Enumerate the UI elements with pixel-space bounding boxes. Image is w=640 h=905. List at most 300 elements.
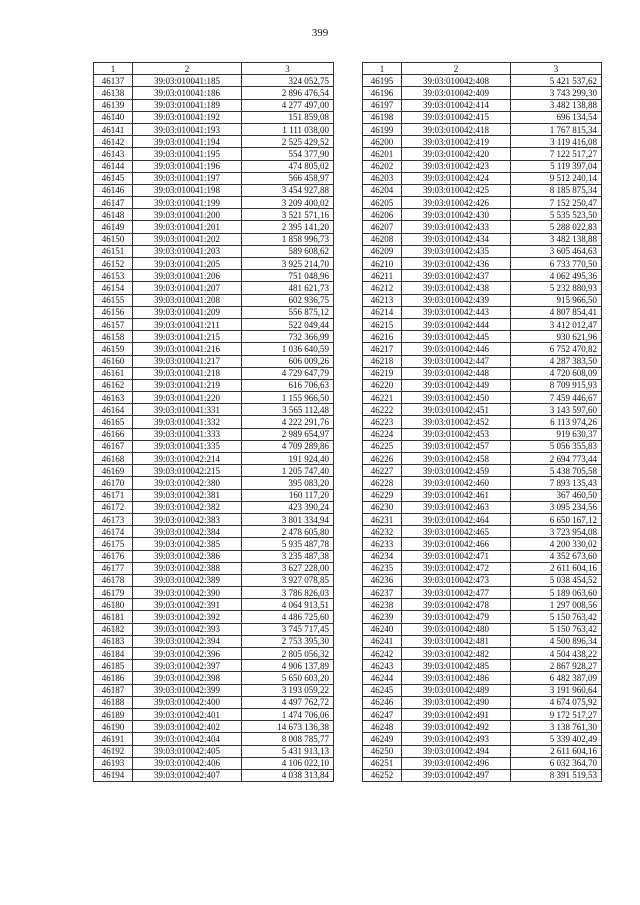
- row-number-cell: 46227: [363, 465, 402, 477]
- value-cell: 3 482 138,88: [511, 99, 602, 111]
- value-cell: 2 896 476,54: [242, 87, 334, 99]
- row-number-cell: 46166: [94, 428, 133, 440]
- value-cell: 606 009,26: [242, 355, 334, 367]
- data-table-left: [93, 62, 334, 782]
- value-cell: 3 138 761,30: [511, 721, 602, 733]
- cadastral-number-cell: 39:03:010041:218: [133, 367, 242, 379]
- table-row: [363, 270, 602, 282]
- row-number-cell: 46162: [94, 379, 133, 391]
- table-row: [94, 392, 334, 404]
- cadastral-number-cell: 39:03:010041:195: [133, 148, 242, 160]
- row-number-cell: 46177: [94, 562, 133, 574]
- table-row: [94, 111, 334, 123]
- table-row: [94, 75, 334, 87]
- header-cell: 2: [133, 63, 242, 75]
- table-row: [363, 623, 602, 635]
- cadastral-number-cell: 39:03:010042:424: [402, 172, 511, 184]
- table-row: [94, 245, 334, 257]
- value-cell: 554 377,90: [242, 148, 334, 160]
- table-row: [363, 294, 602, 306]
- row-number-cell: 46156: [94, 306, 133, 318]
- value-cell: 2 989 654,97: [242, 428, 334, 440]
- cadastral-number-cell: 39:03:010041:198: [133, 184, 242, 196]
- value-cell: 4 906 137,89: [242, 660, 334, 672]
- row-number-cell: 46191: [94, 733, 133, 745]
- row-number-cell: 46196: [363, 87, 402, 99]
- cadastral-number-cell: 39:03:010042:480: [402, 623, 511, 635]
- cadastral-number-cell: 39:03:010041:201: [133, 221, 242, 233]
- row-number-cell: 46202: [363, 160, 402, 172]
- row-number-cell: 46226: [363, 453, 402, 465]
- cadastral-number-cell: 39:03:010042:457: [402, 440, 511, 452]
- cadastral-number-cell: 39:03:010041:219: [133, 379, 242, 391]
- cadastral-number-cell: 39:03:010042:414: [402, 99, 511, 111]
- cadastral-number-cell: 39:03:010042:458: [402, 453, 511, 465]
- row-number-cell: 46141: [94, 123, 133, 135]
- row-number-cell: 46151: [94, 245, 133, 257]
- row-number-cell: 46188: [94, 696, 133, 708]
- table-row: [94, 599, 334, 611]
- table-row: [94, 343, 334, 355]
- row-number-cell: 46155: [94, 294, 133, 306]
- value-cell: 1 205 747,40: [242, 465, 334, 477]
- row-number-cell: 46159: [94, 343, 133, 355]
- value-cell: 3 143 597,60: [511, 404, 602, 416]
- cadastral-number-cell: 39:03:010042:385: [133, 538, 242, 550]
- row-number-cell: 46140: [94, 111, 133, 123]
- value-cell: 4 277 497,00: [242, 99, 334, 111]
- cadastral-number-cell: 39:03:010042:391: [133, 599, 242, 611]
- value-cell: 6 733 770,50: [511, 258, 602, 270]
- row-number-cell: 46236: [363, 574, 402, 586]
- value-cell: 751 048,96: [242, 270, 334, 282]
- cadastral-number-cell: 39:03:010042:450: [402, 392, 511, 404]
- cadastral-number-cell: 39:03:010042:393: [133, 623, 242, 635]
- value-cell: 3 605 464,63: [511, 245, 602, 257]
- row-number-cell: 46150: [94, 233, 133, 245]
- cadastral-number-cell: 39:03:010041:189: [133, 99, 242, 111]
- row-number-cell: 46209: [363, 245, 402, 257]
- value-cell: 423 390,24: [242, 501, 334, 513]
- cadastral-number-cell: 39:03:010042:494: [402, 745, 511, 757]
- table-row: [363, 501, 602, 513]
- row-number-cell: 46157: [94, 318, 133, 330]
- table-row: [94, 757, 334, 769]
- row-number-cell: 46204: [363, 184, 402, 196]
- table-row: [94, 294, 334, 306]
- header-cell: 1: [94, 63, 133, 75]
- table-row: [94, 318, 334, 330]
- cadastral-number-cell: 39:03:010042:463: [402, 501, 511, 513]
- cadastral-number-cell: 39:03:010042:453: [402, 428, 511, 440]
- value-cell: 3 119 416,08: [511, 136, 602, 148]
- value-cell: 1 297 008,56: [511, 599, 602, 611]
- cadastral-number-cell: 39:03:010041:205: [133, 258, 242, 270]
- table-row: [94, 184, 334, 196]
- cadastral-number-cell: 39:03:010042:406: [133, 757, 242, 769]
- table-row: [94, 148, 334, 160]
- table-row: [363, 477, 602, 489]
- value-cell: 522 049,44: [242, 318, 334, 330]
- value-cell: 2 694 773,44: [511, 453, 602, 465]
- table-row: [94, 440, 334, 452]
- cadastral-number-cell: 39:03:010041:185: [133, 75, 242, 87]
- table-row: [94, 721, 334, 733]
- table-row: [363, 355, 602, 367]
- value-cell: 4 062 495,36: [511, 270, 602, 282]
- value-cell: 8 008 785,77: [242, 733, 334, 745]
- cadastral-number-cell: 39:03:010042:449: [402, 379, 511, 391]
- value-cell: 3 193 059,22: [242, 684, 334, 696]
- table-row: [363, 245, 602, 257]
- row-number-cell: 46203: [363, 172, 402, 184]
- table-row: [363, 733, 602, 745]
- value-cell: 3 743 299,30: [511, 87, 602, 99]
- value-cell: 6 752 470,82: [511, 343, 602, 355]
- value-cell: 474 805,02: [242, 160, 334, 172]
- row-number-cell: 46211: [363, 270, 402, 282]
- table-row: [94, 233, 334, 245]
- table-row: [94, 538, 334, 550]
- table-row: [363, 465, 602, 477]
- table-row: [94, 465, 334, 477]
- cadastral-number-cell: 39:03:010042:409: [402, 87, 511, 99]
- cadastral-number-cell: 39:03:010042:447: [402, 355, 511, 367]
- cadastral-number-cell: 39:03:010041:217: [133, 355, 242, 367]
- cadastral-number-cell: 39:03:010041:207: [133, 282, 242, 294]
- cadastral-number-cell: 39:03:010042:381: [133, 489, 242, 501]
- table-row: [363, 282, 602, 294]
- table-row: [363, 721, 602, 733]
- cadastral-number-cell: 39:03:010042:482: [402, 648, 511, 660]
- table-row: [363, 684, 602, 696]
- row-number-cell: 46220: [363, 379, 402, 391]
- row-number-cell: 46148: [94, 209, 133, 221]
- table-row: [94, 501, 334, 513]
- table-row: [363, 440, 602, 452]
- value-cell: 5 650 603,20: [242, 672, 334, 684]
- row-number-cell: 46212: [363, 282, 402, 294]
- row-number-cell: 46247: [363, 708, 402, 720]
- value-cell: 4 500 896,34: [511, 635, 602, 647]
- value-cell: 4 674 075,92: [511, 696, 602, 708]
- value-cell: 915 966,50: [511, 294, 602, 306]
- cadastral-number-cell: 39:03:010042:384: [133, 526, 242, 538]
- row-number-cell: 46153: [94, 270, 133, 282]
- cadastral-number-cell: 39:03:010042:418: [402, 123, 511, 135]
- row-number-cell: 46152: [94, 258, 133, 270]
- header-cell: 2: [402, 63, 511, 75]
- table-row: [363, 757, 602, 769]
- row-number-cell: 46137: [94, 75, 133, 87]
- value-cell: 5 288 022,83: [511, 221, 602, 233]
- cadastral-number-cell: 39:03:010042:492: [402, 721, 511, 733]
- cadastral-number-cell: 39:03:010042:490: [402, 696, 511, 708]
- table-row: [94, 587, 334, 599]
- value-cell: 5 038 454,52: [511, 574, 602, 586]
- row-number-cell: 46218: [363, 355, 402, 367]
- table-row: [94, 562, 334, 574]
- table-row: [94, 416, 334, 428]
- value-cell: 4 106 022,10: [242, 757, 334, 769]
- row-number-cell: 46219: [363, 367, 402, 379]
- row-number-cell: 46198: [363, 111, 402, 123]
- header-cell: 1: [363, 63, 402, 75]
- value-cell: 3 723 954,08: [511, 526, 602, 538]
- row-number-cell: 46171: [94, 489, 133, 501]
- row-number-cell: 46248: [363, 721, 402, 733]
- table-row: [363, 221, 602, 233]
- value-cell: 3 482 138,88: [511, 233, 602, 245]
- cadastral-number-cell: 39:03:010041:331: [133, 404, 242, 416]
- value-cell: 602 936,75: [242, 294, 334, 306]
- cadastral-number-cell: 39:03:010042:459: [402, 465, 511, 477]
- cadastral-number-cell: 39:03:010041:208: [133, 294, 242, 306]
- value-cell: 4 504 438,22: [511, 648, 602, 660]
- row-number-cell: 46234: [363, 550, 402, 562]
- value-cell: 4 486 725,60: [242, 611, 334, 623]
- value-cell: 3 191 960,64: [511, 684, 602, 696]
- table-row: [363, 599, 602, 611]
- cadastral-number-cell: 39:03:010041:335: [133, 440, 242, 452]
- row-number-cell: 46237: [363, 587, 402, 599]
- value-cell: 3 925 214,70: [242, 258, 334, 270]
- row-number-cell: 46165: [94, 416, 133, 428]
- cadastral-number-cell: 39:03:010041:211: [133, 318, 242, 330]
- row-number-cell: 46195: [363, 75, 402, 87]
- value-cell: 2 395 141,20: [242, 221, 334, 233]
- table-row: [363, 769, 602, 781]
- table-row: [94, 477, 334, 489]
- cadastral-number-cell: 39:03:010042:423: [402, 160, 511, 172]
- cadastral-number-cell: 39:03:010042:452: [402, 416, 511, 428]
- value-cell: 4 222 291,76: [242, 416, 334, 428]
- value-cell: 2 478 605,80: [242, 526, 334, 538]
- table-row: [363, 75, 602, 87]
- row-number-cell: 46180: [94, 599, 133, 611]
- table-row: [94, 550, 334, 562]
- table-row: [94, 136, 334, 148]
- row-number-cell: 46160: [94, 355, 133, 367]
- row-number-cell: 46192: [94, 745, 133, 757]
- row-number-cell: 46144: [94, 160, 133, 172]
- cadastral-number-cell: 39:03:010042:426: [402, 197, 511, 209]
- cadastral-number-cell: 39:03:010042:444: [402, 318, 511, 330]
- value-cell: 1 767 815,34: [511, 123, 602, 135]
- table-row: [363, 172, 602, 184]
- row-number-cell: 46231: [363, 513, 402, 525]
- table-row: [363, 306, 602, 318]
- value-cell: 3 786 826,03: [242, 587, 334, 599]
- value-cell: 5 232 880,93: [511, 282, 602, 294]
- value-cell: 1 036 640,59: [242, 343, 334, 355]
- table-row: [363, 258, 602, 270]
- cadastral-number-cell: 39:03:010041:199: [133, 197, 242, 209]
- row-number-cell: 46175: [94, 538, 133, 550]
- value-cell: 3 627 228,00: [242, 562, 334, 574]
- row-number-cell: 46142: [94, 136, 133, 148]
- table-row: [94, 282, 334, 294]
- cadastral-number-cell: 39:03:010042:471: [402, 550, 511, 562]
- table-body: [94, 63, 334, 782]
- value-cell: 5 056 355,83: [511, 440, 602, 452]
- table-row: [94, 635, 334, 647]
- table-row: [363, 184, 602, 196]
- table-row: [94, 379, 334, 391]
- table-row: [94, 258, 334, 270]
- cadastral-number-cell: 39:03:010042:405: [133, 745, 242, 757]
- row-number-cell: 46158: [94, 331, 133, 343]
- table-row: [94, 172, 334, 184]
- row-number-cell: 46187: [94, 684, 133, 696]
- table-row: [94, 87, 334, 99]
- cadastral-number-cell: 39:03:010042:394: [133, 635, 242, 647]
- cadastral-number-cell: 39:03:010042:496: [402, 757, 511, 769]
- table-row: [94, 331, 334, 343]
- cadastral-number-cell: 39:03:010042:436: [402, 258, 511, 270]
- table-row: [363, 331, 602, 343]
- cadastral-number-cell: 39:03:010042:439: [402, 294, 511, 306]
- cadastral-number-cell: 39:03:010042:430: [402, 209, 511, 221]
- table-row: [363, 648, 602, 660]
- table-row: [363, 123, 602, 135]
- cadastral-number-cell: 39:03:010042:451: [402, 404, 511, 416]
- value-cell: 4 729 647,79: [242, 367, 334, 379]
- row-number-cell: 46200: [363, 136, 402, 148]
- row-number-cell: 46213: [363, 294, 402, 306]
- cadastral-number-cell: 39:03:010042:389: [133, 574, 242, 586]
- value-cell: 1 111 038,00: [242, 123, 334, 135]
- cadastral-number-cell: 39:03:010042:392: [133, 611, 242, 623]
- row-number-cell: 46246: [363, 696, 402, 708]
- table-row: [363, 416, 602, 428]
- value-cell: 6 650 167,12: [511, 513, 602, 525]
- value-cell: 556 875,12: [242, 306, 334, 318]
- row-number-cell: 46230: [363, 501, 402, 513]
- value-cell: 2 867 928,27: [511, 660, 602, 672]
- row-number-cell: 46139: [94, 99, 133, 111]
- table-row: [363, 745, 602, 757]
- row-number-cell: 46221: [363, 392, 402, 404]
- cadastral-number-cell: 39:03:010042:408: [402, 75, 511, 87]
- table-row: [363, 635, 602, 647]
- table-row: [363, 111, 602, 123]
- cadastral-number-cell: 39:03:010042:415: [402, 111, 511, 123]
- cadastral-number-cell: 39:03:010042:400: [133, 696, 242, 708]
- row-number-cell: 46172: [94, 501, 133, 513]
- cadastral-number-cell: 39:03:010041:332: [133, 416, 242, 428]
- value-cell: 566 458,97: [242, 172, 334, 184]
- row-number-cell: 46224: [363, 428, 402, 440]
- row-number-cell: 46185: [94, 660, 133, 672]
- row-number-cell: 46161: [94, 367, 133, 379]
- table-row: [94, 733, 334, 745]
- value-cell: 1 858 996,73: [242, 233, 334, 245]
- row-number-cell: 46176: [94, 550, 133, 562]
- row-number-cell: 46179: [94, 587, 133, 599]
- value-cell: 5 189 063,60: [511, 587, 602, 599]
- value-cell: 8 709 915,93: [511, 379, 602, 391]
- table-row: [94, 123, 334, 135]
- table-row: [94, 684, 334, 696]
- cadastral-number-cell: 39:03:010042:388: [133, 562, 242, 574]
- row-number-cell: 46163: [94, 392, 133, 404]
- table-body: [363, 63, 602, 782]
- row-number-cell: 46244: [363, 672, 402, 684]
- value-cell: 160 117,20: [242, 489, 334, 501]
- value-cell: 5 431 913,13: [242, 745, 334, 757]
- cadastral-number-cell: 39:03:010042:382: [133, 501, 242, 513]
- row-number-cell: 46170: [94, 477, 133, 489]
- value-cell: 1 155 966,50: [242, 392, 334, 404]
- value-cell: 5 150 763,42: [511, 623, 602, 635]
- value-cell: 7 459 446,67: [511, 392, 602, 404]
- value-cell: 3 745 717,45: [242, 623, 334, 635]
- row-number-cell: 46205: [363, 197, 402, 209]
- table-row: [363, 160, 602, 172]
- cadastral-number-cell: 39:03:010042:446: [402, 343, 511, 355]
- row-number-cell: 46250: [363, 745, 402, 757]
- cadastral-number-cell: 39:03:010042:485: [402, 660, 511, 672]
- row-number-cell: 46189: [94, 708, 133, 720]
- row-number-cell: 46201: [363, 148, 402, 160]
- table-row: [94, 696, 334, 708]
- cadastral-number-cell: 39:03:010042:380: [133, 477, 242, 489]
- table-row: [363, 233, 602, 245]
- table-row: [363, 513, 602, 525]
- value-cell: 191 924,40: [242, 453, 334, 465]
- table-row: [94, 367, 334, 379]
- table-row: [94, 526, 334, 538]
- table-row: [94, 574, 334, 586]
- value-cell: 4 287 383,50: [511, 355, 602, 367]
- cadastral-number-cell: 39:03:010042:402: [133, 721, 242, 733]
- table-row: [94, 489, 334, 501]
- cadastral-number-cell: 39:03:010042:386: [133, 550, 242, 562]
- row-number-cell: 46173: [94, 513, 133, 525]
- cadastral-number-cell: 39:03:010042:466: [402, 538, 511, 550]
- table-row: [94, 648, 334, 660]
- value-cell: 589 608,62: [242, 245, 334, 257]
- cadastral-number-cell: 39:03:010042:460: [402, 477, 511, 489]
- row-number-cell: 46229: [363, 489, 402, 501]
- table-row: [363, 526, 602, 538]
- table-row: [94, 611, 334, 623]
- cadastral-number-cell: 39:03:010042:399: [133, 684, 242, 696]
- row-number-cell: 46184: [94, 648, 133, 660]
- table-row: [94, 453, 334, 465]
- row-number-cell: 46241: [363, 635, 402, 647]
- value-cell: 4 497 762,72: [242, 696, 334, 708]
- value-cell: 4 352 673,60: [511, 550, 602, 562]
- value-cell: 4 709 289,86: [242, 440, 334, 452]
- row-number-cell: 46222: [363, 404, 402, 416]
- value-cell: 3 095 234,56: [511, 501, 602, 513]
- row-number-cell: 46174: [94, 526, 133, 538]
- row-number-cell: 46215: [363, 318, 402, 330]
- value-cell: 1 474 706,06: [242, 708, 334, 720]
- value-cell: 2 805 056,32: [242, 648, 334, 660]
- row-number-cell: 46240: [363, 623, 402, 635]
- row-number-cell: 46245: [363, 684, 402, 696]
- table-row: [94, 160, 334, 172]
- row-number-cell: 46186: [94, 672, 133, 684]
- row-number-cell: 46138: [94, 87, 133, 99]
- value-cell: 2 525 429,52: [242, 136, 334, 148]
- cadastral-number-cell: 39:03:010041:209: [133, 306, 242, 318]
- table-row: [94, 404, 334, 416]
- cadastral-number-cell: 39:03:010041:193: [133, 123, 242, 135]
